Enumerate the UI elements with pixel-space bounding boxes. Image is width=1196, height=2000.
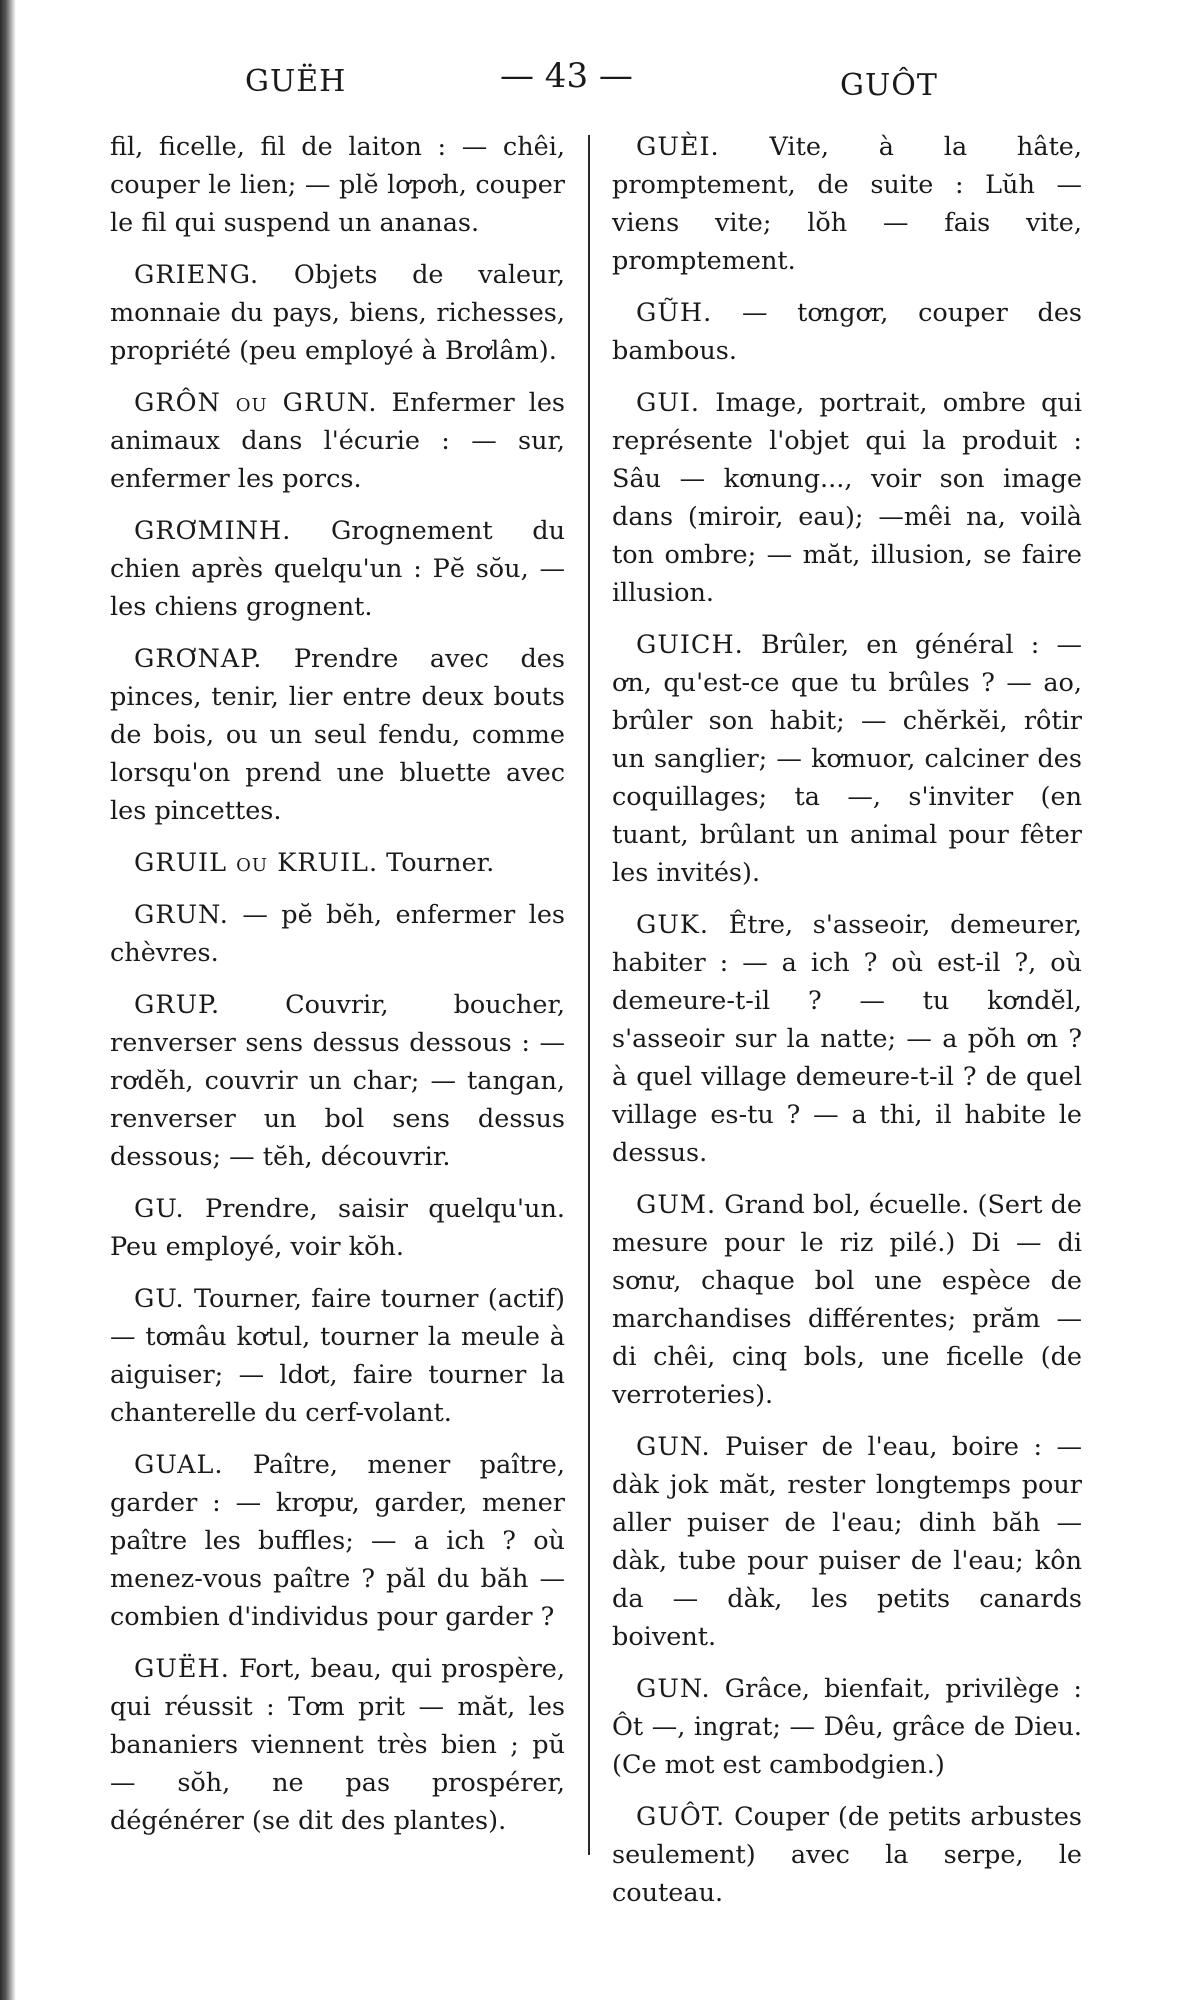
entry-definition: Tourner, faire tourner (actif) — tơmâu kơtul, tourner la meule à aiguiser; — ldơt, faire tourner la chanterelle du cerf-volant. xyxy=(110,1284,565,1428)
entry-headword: GUICH. xyxy=(636,630,744,660)
entry-definition: Enfermer les animaux dans l'écurie : — sur, enfermer les porcs. xyxy=(110,388,566,494)
column-divider xyxy=(588,135,590,1855)
entry-definition: Couvrir, boucher, renverser sens dessus dessous : — rơdĕh, couvrir un char; — tangan, renverser un bol sens dessus dessous; — tĕh, découvrir. xyxy=(110,990,565,1172)
entry-definition: Grand bol, écuelle. (Sert de mesure pour le riz pilé.) Di — di sơnư, chaque bol une espèce de marchandises différentes; prăm — di chêi, cinq bols, une ficelle (de verroteries). xyxy=(612,1190,1083,1410)
book-spine-shadow xyxy=(0,0,16,2000)
dictionary-entry xyxy=(110,128,565,242)
dictionary-entry xyxy=(612,384,1082,612)
entry-definition: Prendre avec des pinces, tenir, lier entre deux bouts de bois, ou un seul fendu, comme lorsqu'on prend une bluette avec les pincettes. xyxy=(110,644,565,826)
dictionary-entry xyxy=(110,896,565,972)
dictionary-entry xyxy=(612,1428,1082,1656)
dictionary-entry xyxy=(612,294,1082,370)
entry-headword: GRUIL ou KRUIL. xyxy=(134,848,379,878)
entry-headword: GRUN. xyxy=(134,900,229,930)
entry-definition: — tơngơr, couper des bambous. xyxy=(612,298,1082,366)
entry-headword: GRIENG. xyxy=(134,260,260,290)
dictionary-entry xyxy=(612,906,1082,1172)
entry-headword: GU. xyxy=(134,1194,185,1224)
entry-definition: Image, portrait, ombre qui représente l'objet qui la produit : Sâu — kơnung..., voir son image dans (miroir, eau); —mêi na, voilà ton ombre; — măt, illusion, se faire illusion. xyxy=(612,388,1082,608)
page-header xyxy=(0,56,1196,116)
dictionary-entry xyxy=(612,128,1082,280)
entry-definition: Puiser de l'eau, boire : — dàk jok măt, rester longtemps pour aller puiser de l'eau; dinh băh — dàk, tube pour puiser de l'eau; kôn da — dàk, les petits canards boivent. xyxy=(612,1432,1082,1652)
page-number: — 43 — xyxy=(500,56,633,96)
entry-headword: GUM. xyxy=(636,1190,717,1220)
entry-headword: GŨH. xyxy=(636,298,713,328)
entry-headword: GUËH. xyxy=(134,1654,230,1684)
entry-definition: Prendre, saisir quelqu'un. Peu employé, voir kŏh. xyxy=(110,1194,565,1262)
dictionary-entry xyxy=(110,512,565,626)
entry-definition: Brûler, en général : — ơn, qu'est-ce que tu brûles ? — ao, brûler son habit; — chĕrkĕi, rôtir un sanglier; — kơmuor, calciner des coquillages; ta —, s'inviter (en tuant, brûlant un animal pour fêter les invités). xyxy=(612,630,1082,888)
entry-definition: Fort, beau, qui prospère, qui réussit : Tơm prit — măt, les bananiers viennent très bien ; pŭ — sŏh, ne pas prospérer, dégénérer (se dit des plantes). xyxy=(110,1654,565,1836)
dictionary-entry xyxy=(110,1446,565,1636)
dictionary-entry xyxy=(110,1190,565,1266)
entry-headword: GUÔT. xyxy=(636,1802,726,1832)
entry-definition: Couper (de petits arbustes seulement) avec la serpe, le couteau. xyxy=(612,1802,1082,1908)
entry-definition: Grâce, bienfait, privilège : Ôt —, ingrat; — Dêu, grâce de Dieu. (Ce mot est cambodgien.) xyxy=(612,1674,1082,1780)
entry-headword: GUN. xyxy=(636,1674,711,1704)
header-right-guideword: GUÔT xyxy=(840,68,938,103)
entry-definition: Objets de valeur, monnaie du pays, biens, richesses, propriété (peu employé à Brơlâm). xyxy=(110,260,565,366)
entry-headword: GU. xyxy=(134,1284,185,1314)
dictionary-entry xyxy=(612,1670,1082,1784)
entry-headword: GRƠNAP. xyxy=(134,644,263,674)
entry-headword: GRUP. xyxy=(134,990,221,1020)
dictionary-entry xyxy=(110,1280,565,1432)
dictionary-entry xyxy=(612,1798,1082,1912)
entry-headword: GRÔN ou GRUN. xyxy=(134,388,378,418)
right-column xyxy=(612,128,1082,1926)
entry-definition: Grognement du chien après quelqu'un : Pĕ sŏu, — les chiens grognent. xyxy=(110,516,566,622)
dictionary-entry xyxy=(110,844,565,882)
entry-definition: Vite, à la hâte, promptement, de suite : Lŭh — viens vite; lŏh — fais vite, promptement. xyxy=(612,132,1083,276)
entry-headword: GUI. xyxy=(636,388,701,418)
entry-definition: Tourner. xyxy=(386,848,495,878)
dictionary-entry xyxy=(110,256,565,370)
entry-headword: GUAL. xyxy=(134,1450,224,1480)
header-left-guideword: GUËH xyxy=(245,64,347,99)
dictionary-entry xyxy=(612,626,1082,892)
dictionary-entry xyxy=(612,1186,1082,1414)
entry-headword: GUN. xyxy=(636,1432,711,1462)
dictionary-entry xyxy=(110,384,565,498)
left-column xyxy=(110,128,565,1854)
dictionary-entry xyxy=(110,986,565,1176)
entry-definition: — pĕ bĕh, enfermer les chèvres. xyxy=(110,900,565,968)
entry-definition: fil, ficelle, fil de laiton : — chêi, couper le lien; — plĕ lơpơh, couper le fil qui suspend un ananas. xyxy=(110,132,565,238)
entry-headword: GUÈI. xyxy=(636,132,720,162)
entry-headword: GUK. xyxy=(636,910,710,940)
dictionary-entry xyxy=(110,640,565,830)
dictionary-entry xyxy=(110,1650,565,1840)
entry-headword: GRƠMINH. xyxy=(134,516,292,546)
entry-definition: Être, s'asseoir, demeurer, habiter : — a ich ? où est-il ?, où demeure-t-il ? — tu kơndĕl, s'asseoir sur la natte; — a pŏh ơn ? à quel village demeure-t-il ? de quel village es-tu ? — a thi, il habite le dessus. xyxy=(612,910,1083,1168)
entry-definition: Paître, mener paître, garder : — krơpư, garder, mener paître les buffles; — a ich ? où menez-vous paître ? păl du băh — combien d'individus pour garder ? xyxy=(110,1450,565,1632)
